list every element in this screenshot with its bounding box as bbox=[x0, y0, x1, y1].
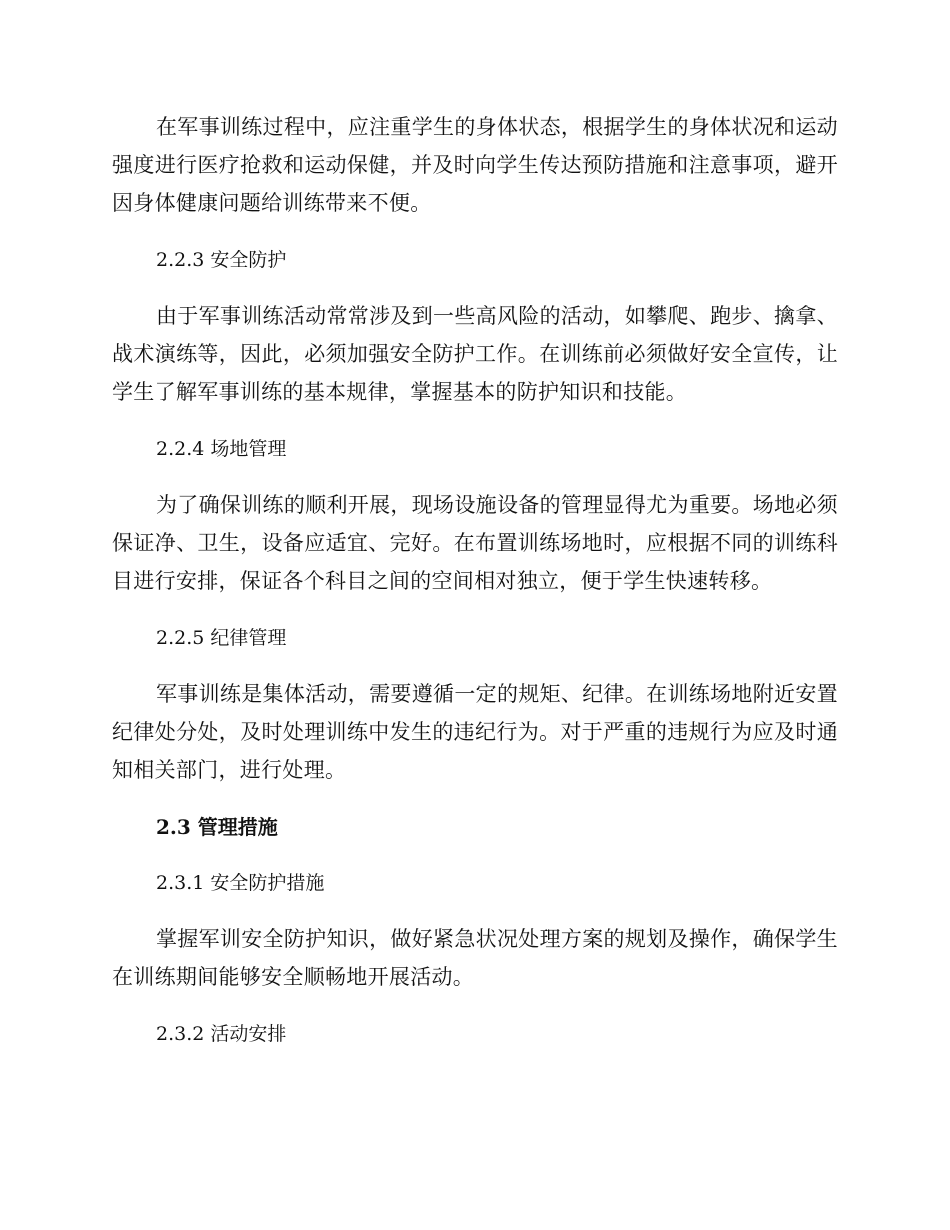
heading-2-2-4-site-management: 2.2.4 场地管理 bbox=[156, 438, 287, 460]
heading-2-3-1-safety-measures: 2.3.1 安全防护措施 bbox=[156, 872, 325, 894]
paragraph-health-care: 在军事训练过程中，应注重学生的身体状态，根据学生的身体状况和运动强度进行医疗抢救和运动保健，并及时向学生传达预防措施和注意事项，避开因身体健康问题给训练带来不便。 bbox=[112, 115, 838, 215]
heading-2-3-2-activity-arrangement: 2.3.2 活动安排 bbox=[156, 1023, 287, 1045]
heading-2-2-3-safety-protection: 2.2.3 安全防护 bbox=[156, 249, 287, 271]
paragraph-safety-measures: 掌握军训安全防护知识，做好紧急状况处理方案的规划及操作，确保学生在训练期间能够安全顺畅地开展活动。 bbox=[112, 927, 838, 989]
paragraph-safety-protection: 由于军事训练活动常常涉及到一些高风险的活动，如攀爬、跑步、擒拿、战术演练等，因此，必须加强安全防护工作。在训练前必须做好安全宣传，让学生了解军事训练的基本规律，掌握基本的防护知识和技能。 bbox=[112, 304, 838, 404]
paragraph-site-management: 为了确保训练的顺利开展，现场设施设备的管理显得尤为重要。场地必须保证净、卫生，设备应适宜、完好。在布置训练场地时，应根据不同的训练科目进行安排，保证各个科目之间的空间相对独立，便于学生快速转移。 bbox=[112, 493, 838, 593]
heading-2-2-5-discipline-management: 2.2.5 纪律管理 bbox=[156, 627, 287, 649]
paragraph-discipline-management: 军事训练是集体活动，需要遵循一定的规矩、纪律。在训练场地附近安置纪律处分处，及时处理训练中发生的违纪行为。对于严重的违规行为应及时通知相关部门，进行处理。 bbox=[112, 682, 838, 782]
heading-2-3-management-measures: 2.3 管理措施 bbox=[156, 815, 278, 839]
